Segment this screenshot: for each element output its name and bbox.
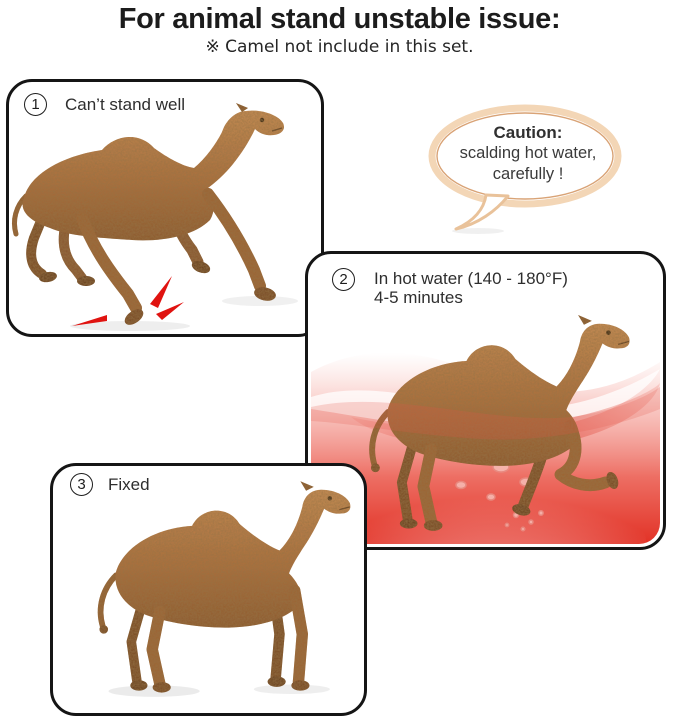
- fixed-camel-illustration: [61, 480, 365, 718]
- page-title: For animal stand unstable issue:: [118, 3, 561, 35]
- step1-header: [24, 93, 185, 116]
- step2-header: [332, 268, 568, 307]
- step3-label: Fixed: [108, 475, 150, 494]
- panel-step1-cant-stand: [6, 79, 324, 337]
- step1-label: Can’t stand well: [65, 95, 186, 114]
- caution-line2: carefully !: [492, 165, 564, 183]
- fallen-camel-illustration: [10, 98, 322, 334]
- soaking-camel-body: [371, 315, 630, 531]
- caution-heading: Caution:: [493, 123, 563, 142]
- step2-label: [374, 269, 568, 307]
- caution-text: [438, 122, 618, 185]
- step2-label-line2: 4-5 minutes: [374, 288, 463, 307]
- step1-number-badge: 1: [24, 93, 47, 116]
- camel-in-water-illustration: [328, 314, 648, 549]
- page-note: ※ Camel not include in this set.: [205, 37, 474, 57]
- step2-label-line1: In hot water (140 - 180°F): [374, 269, 568, 288]
- step3-header: [70, 473, 150, 496]
- fixed-camel-body: [99, 481, 350, 692]
- panel-step3-fixed: [50, 463, 367, 716]
- fallen-camel-body: [14, 103, 284, 328]
- step3-number-badge: 3: [70, 473, 93, 496]
- caution-line1: scalding hot water,: [459, 144, 597, 162]
- step2-number-badge: 2: [332, 268, 355, 291]
